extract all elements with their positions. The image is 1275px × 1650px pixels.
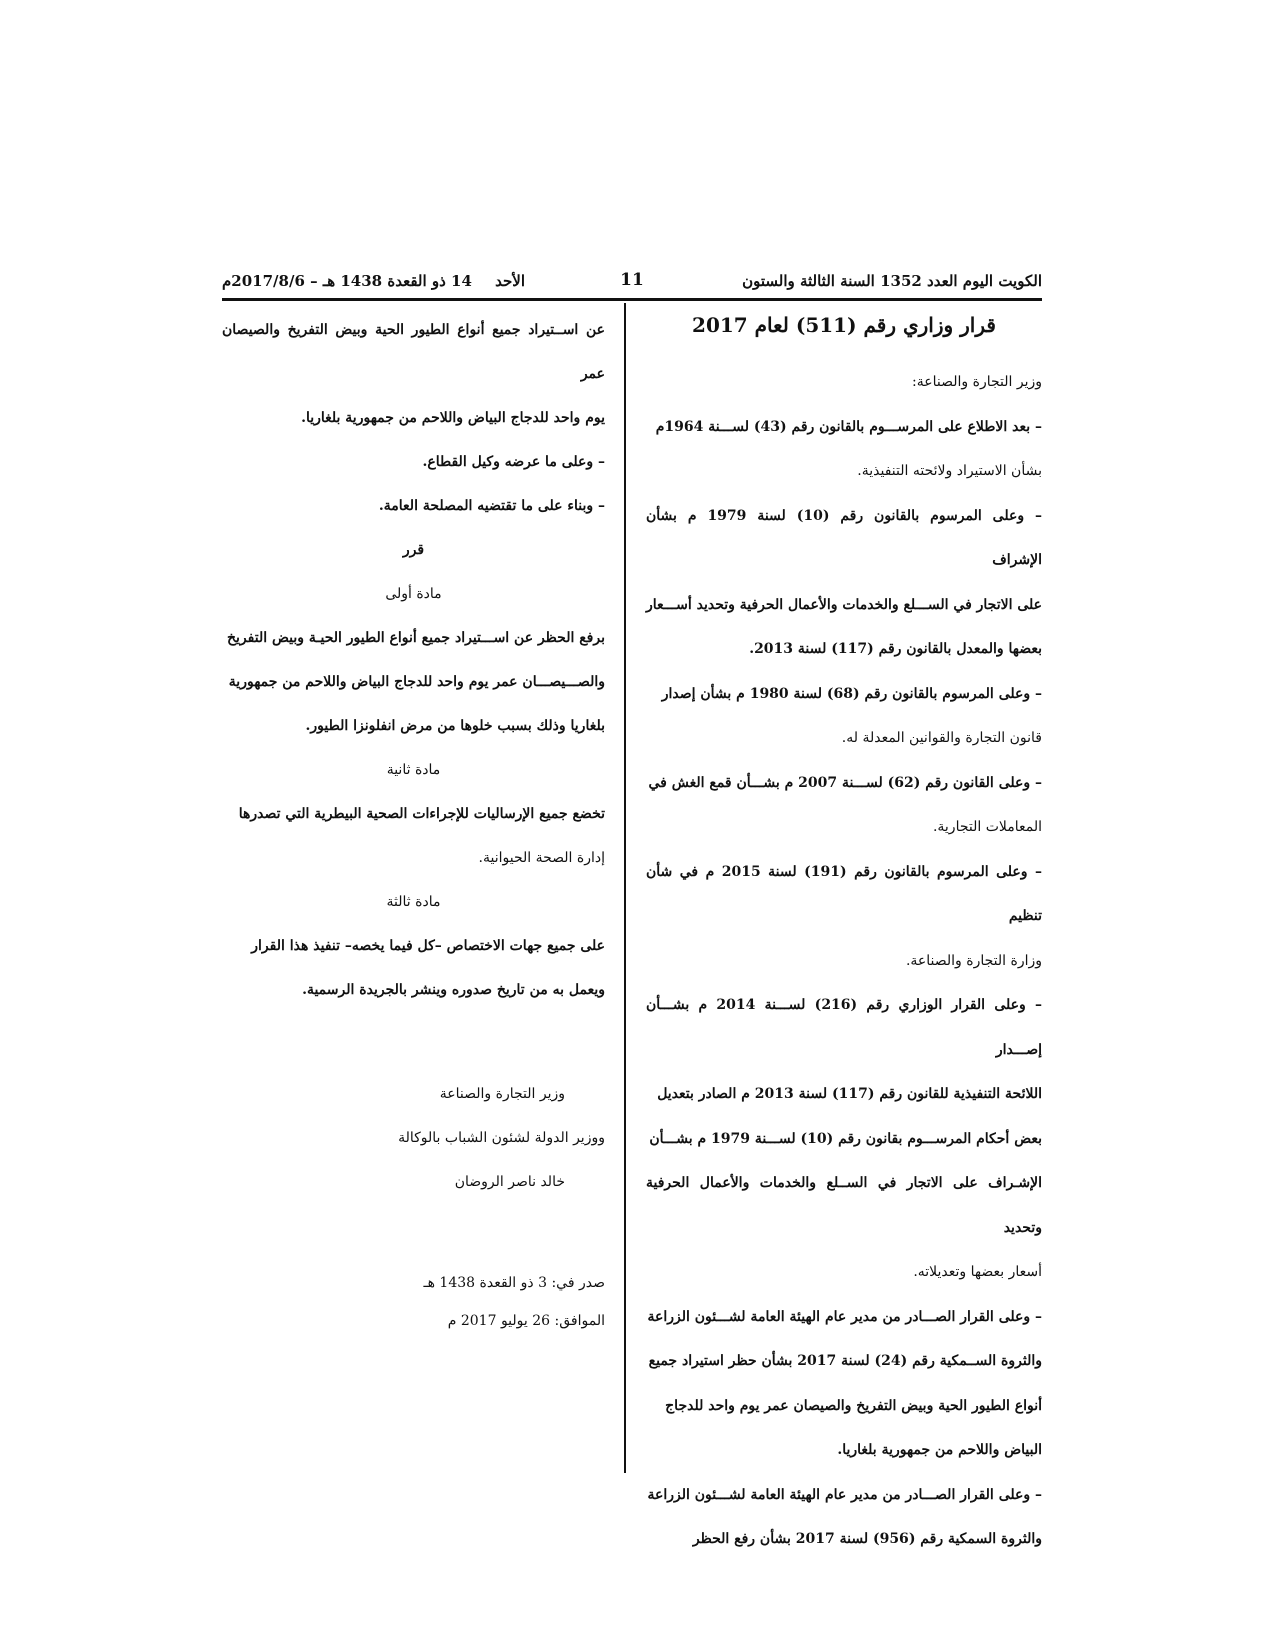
issued-gregorian: الموافق: 26 يوليو 2017 م [447,1313,605,1329]
recital-line: وزارة التجارة والصناعة. [905,952,1042,969]
article-heading: مادة أولى [385,586,442,602]
issue-date [222,272,525,290]
recital-line: بعض أحكام المرســـوم بقانون رقم (10) لســـنة 1979 م بشـــأن [649,1130,1042,1147]
article-line: بلغاريا وذلك بسبب خلوها من مرض انفلونزا الطيور. [305,718,605,734]
article-line: والصـــيصـــان عمر يوم واحد للدجاج البياض واللاحم من جمهورية [228,674,605,690]
recital-line: – وعلى القرار الوزاري رقم (216) لســـنة 2014 م بشـــأن إصـــدار [646,997,1042,1058]
column-divider [624,303,626,1473]
recital-line: بشأن الاستيراد ولائحته التنفيذية. [857,463,1042,479]
article-line: ويعمل به من تاريخ صدوره وينشر بالجريدة الرسمية. [302,982,605,998]
recital-line: بعضها والمعدل بالقانون رقم (117) لسنة 2013. [749,641,1042,657]
issue-day: الأحد [495,272,525,290]
recital-line: والثروة السمكية رقم (956) لسنة 2017 بشأن رفع الحظر [692,1531,1042,1547]
recital-line: اللائحة التنفيذية للقانون رقم (117) لسنة 2013 م الصادر بتعديل [657,1086,1042,1102]
right-column [646,306,1042,1562]
decided-heading: قرر [402,542,425,558]
recital-line: الإشـراف على الاتجار في الســلع والخدمات والأعمال الحرفية وتحديد [646,1175,1042,1236]
publication-info: الكويت اليوم العدد 1352 السنة الثالثة والستون [742,272,1042,290]
signature-block [222,1072,605,1204]
signatory-name: خالد ناصر الروضان [454,1174,565,1190]
recital-line: أسعار بعضها وتعديلاته. [913,1264,1042,1280]
article-line: برفع الحظر عن اســـتيراد جميع أنواع الطيور الحيـة وبيض التفريخ [227,630,605,646]
article-line: إدارة الصحة الحيوانية. [478,850,605,866]
issue-dates [222,1264,605,1340]
page-number: 11 [620,270,644,290]
recital-line: على الاتجار في الســـلع والخدمات والأعمال الحرفية وتحديد أســـعار [646,596,1042,613]
issued-hijri: صدر في: 3 ذو القعدة 1438 هـ [423,1275,605,1291]
recital-line: – وعلى المرسوم بالقانون رقم (10) لسنة 1979 م بشأن الإشراف [646,507,1042,568]
issuer-line: وزير التجارة والصناعة: [912,374,1042,390]
continuation-line: – وعلى ما عرضه وكيل القطاع. [422,454,605,470]
signatory-title: ووزير الدولة لشئون الشباب بالوكالة [398,1130,605,1146]
continuation-line: يوم واحد للدجاج البياض واللاحم من جمهورية بلغاريا. [301,410,605,426]
continuation-line: – وبناء على ما تقتضيه المصلحة العامة. [378,498,605,514]
left-column [222,308,605,1340]
article-line: تخضع جميع الإرساليات للإجراءات الصحية البيطرية التي تصدرها [238,806,605,822]
recital-line: – وعلى القانون رقم (62) لســـنة 2007 م بشـــأن قمع الغش في [648,774,1042,791]
continuation-line: عن اســتيراد جميع أنواع الطيور الحية وبيض التفريخ والصيصان عمر [222,322,605,382]
article-heading: مادة ثالثة [386,894,441,910]
recital-line: البياض واللاحم من جمهورية بلغاريا. [837,1442,1042,1458]
recital-line: – وعلى القرار الصـــادر من مدير عام الهيئة العامة لشـــئون الزراعة [647,1308,1042,1325]
page-header [222,266,1042,294]
issue-date-text: 14 ذو القعدة 1438 هـ – 2017/8/6م [222,272,472,290]
recital-line: – وعلى المرسوم بالقانون رقم (191) لسنة 2015 م في شأن تنظيم [646,863,1042,924]
recital-line: – بعد الاطلاع على المرســـوم بالقانون رقم (43) لســـنة 1964م [655,418,1042,435]
decision-title: قرار وزاري رقم (511) لعام 2017 [692,313,996,337]
signatory-title: وزير التجارة والصناعة [439,1086,565,1102]
recital-line: أنواع الطيور الحية وبيض التفريخ والصيصان عمر يوم واحد للدجاج [665,1397,1042,1414]
article-heading: مادة ثانية [386,762,441,778]
recital-line: المعاملات التجارية. [932,819,1042,835]
recital-line: – وعلى المرسوم بالقانون رقم (68) لسنة 1980 م بشأن إصدار [661,685,1042,702]
header-rule [222,298,1042,301]
recital-line: – وعلى القرار الصـــادر من مدير عام الهيئة العامة لشـــئون الزراعة [647,1486,1042,1503]
article-line: على جميع جهات الاختصاص –كل فيما يخصه– تنفيذ هذا القرار [251,938,605,954]
recital-line: والثروة الســمكية رقم (24) لسنة 2017 بشأن حظر استيراد جميع [648,1353,1042,1369]
recital-line: قانون التجارة والقوانين المعدلة له. [841,730,1042,746]
